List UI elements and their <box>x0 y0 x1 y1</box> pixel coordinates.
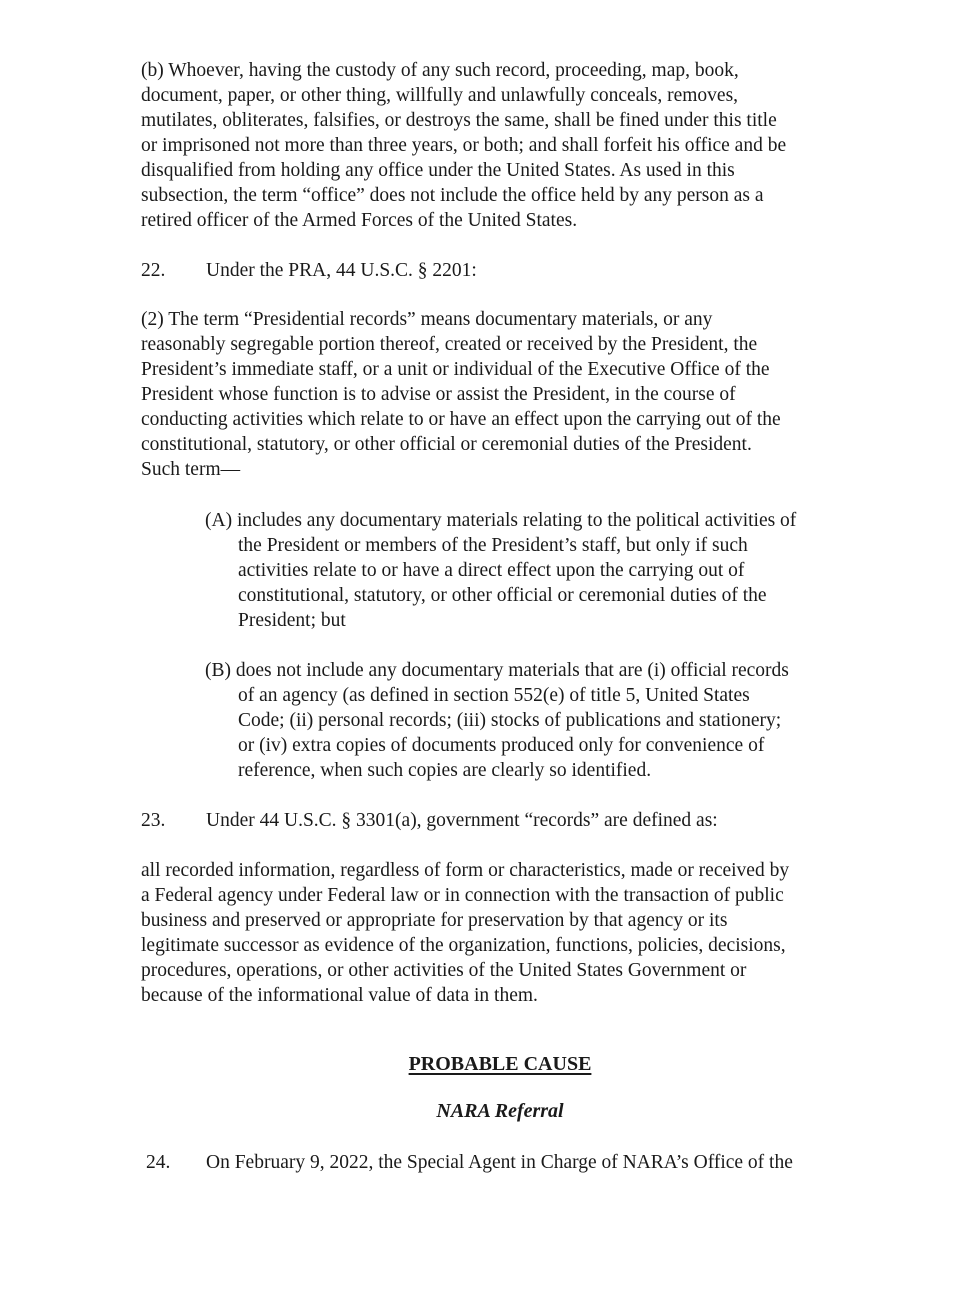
records-definition-line: legitimate successor as evidence of the organization, functions, policies, decisions, <box>141 935 786 956</box>
records-definition-line: business and preserved or appropriate for preservation by that agency or its <box>141 910 728 931</box>
statute-b-line: mutilates, obliterates, falsifies, or destroys the same, shall be fined under this title <box>141 110 777 131</box>
subparagraph-a <box>205 508 796 633</box>
paragraph-number-22: 22. <box>141 260 166 281</box>
statute-b-line: subsection, the term “office” does not include the office held by any person as a <box>141 185 764 206</box>
subparagraph-b-line: or (iv) extra copies of documents produced only for convenience of <box>238 735 765 756</box>
definition-line: reasonably segregable portion thereof, created or received by the President, the <box>141 334 758 355</box>
statute-b-line: (b) Whoever, having the custody of any such record, proceeding, map, book, <box>141 60 739 81</box>
paragraph-number-24: 24. <box>146 1152 171 1173</box>
subparagraph-a-line: the President or members of the President’s staff, but only if such <box>238 535 748 556</box>
paragraph-22-text: Under the PRA, 44 U.S.C. § 2201: <box>206 260 477 281</box>
paragraph-number-23: 23. <box>141 810 166 831</box>
statute-subsection-b <box>141 58 786 233</box>
statute-b-line: disqualified from holding any office under the United States. As used in this <box>141 160 735 181</box>
statute-b-line: or imprisoned not more than three years, or both; and shall forfeit his office and be <box>141 135 787 156</box>
definition-line: conducting activities which relate to or have an effect upon the carrying out of the <box>141 409 781 430</box>
definition-line: Such term— <box>141 459 241 480</box>
subsection-heading: NARA Referral <box>436 1100 564 1122</box>
paragraph-23-text: Under 44 U.S.C. § 3301(a), government “records” are defined as: <box>206 810 718 831</box>
subparagraph-a-line: President; but <box>238 610 346 631</box>
subparagraph-b-line: reference, when such copies are clearly so identified. <box>238 760 652 781</box>
section-heading: PROBABLE CAUSE <box>408 1053 592 1075</box>
definition-line: President whose function is to advise or assist the President, in the course of <box>141 384 736 405</box>
presidential-records-definition <box>141 307 781 482</box>
statute-b-line: document, paper, or other thing, willfully and unlawfully conceals, removes, <box>141 85 739 106</box>
records-definition-line: all recorded information, regardless of form or characteristics, made or received by <box>141 860 790 881</box>
subparagraph-a-line: activities relate to or have a direct effect upon the carrying out of <box>238 560 745 581</box>
statute-b-line: retired officer of the Armed Forces of the United States. <box>141 210 578 231</box>
government-records-definition <box>141 858 789 1008</box>
subparagraph-a-line: constitutional, statutory, or other official or ceremonial duties of the <box>238 585 767 606</box>
records-definition-line: because of the informational value of data in them. <box>141 985 538 1006</box>
subparagraph-b-line: (B) does not include any documentary materials that are (i) official records <box>205 660 789 681</box>
subparagraph-b-line: Code; (ii) personal records; (iii) stocks of publications and stationery; <box>238 710 782 731</box>
definition-line: (2) The term “Presidential records” means documentary materials, or any <box>141 309 713 330</box>
records-definition-line: a Federal agency under Federal law or in connection with the transaction of public <box>141 885 784 906</box>
definition-line: constitutional, statutory, or other official or ceremonial duties of the President. <box>141 434 752 455</box>
paragraph-24-text: On February 9, 2022, the Special Agent in Charge of NARA’s Office of the <box>206 1152 793 1173</box>
subparagraph-b-line: of an agency (as defined in section 552(e) of title 5, United States <box>238 685 750 706</box>
records-definition-line: procedures, operations, or other activities of the United States Government or <box>141 960 747 981</box>
subparagraph-b <box>205 658 789 783</box>
definition-line: President’s immediate staff, or a unit or individual of the Executive Office of the <box>141 359 770 380</box>
subparagraph-a-line: (A) includes any documentary materials relating to the political activities of <box>205 510 797 531</box>
